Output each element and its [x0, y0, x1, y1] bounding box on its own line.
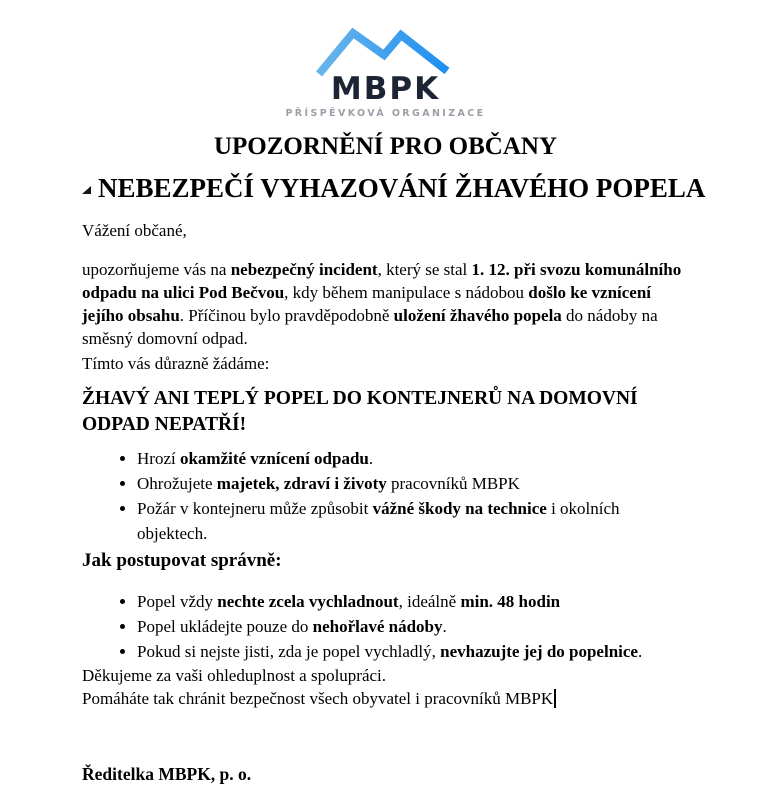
request-lead[interactable]: Tímto vás důrazně žádáme:	[82, 354, 270, 373]
text-segment: došlo ke vznícení jejího obsahu	[82, 283, 652, 325]
logo	[82, 26, 689, 120]
closing-line-1: Děkujeme za vaši ohleduplnost a spolupráci.	[82, 666, 387, 685]
text-segment: Pokud si nejste jisti, zda je popel vychladlý,	[137, 642, 441, 661]
text-segment: nebezpečný incident	[230, 260, 378, 279]
notice-subtitle-text: NEBEZPEČÍ VYHAZOVÁNÍ ŽHAVÉHO POPELA	[98, 173, 706, 203]
text-segment: nehořlavé nádoby	[312, 617, 443, 636]
text-segment: vážné škody na technice	[372, 499, 547, 518]
list-item[interactable]	[137, 446, 689, 471]
salutation[interactable]: Vážení občané,	[82, 221, 187, 240]
text-segment: 1. 12. při svozu komunálního odpadu na ulici Pod Bečvou	[82, 260, 682, 302]
logo-brand-text: MBPK	[330, 71, 441, 107]
intro-paragraph[interactable]	[82, 258, 689, 350]
text-segment: Popel ukládejte pouze do	[137, 617, 313, 636]
text-segment: min. 48 hodin	[460, 592, 561, 611]
text-segment: majetek, zdraví i životy	[216, 474, 387, 493]
text-segment: .	[637, 642, 643, 661]
list-item[interactable]	[137, 589, 689, 614]
howto-bullet-list[interactable]	[82, 589, 689, 664]
text-segment: uložení žhavého popela	[393, 306, 562, 325]
text-segment: , který se stal	[377, 260, 472, 279]
text-segment: pracovníků MBPK	[386, 474, 520, 493]
warning-heading[interactable]: ŽHAVÝ ANI TEPLÝ POPEL DO KONTEJNERŮ NA DOMOVNÍ ODPAD NEPATŘÍ!	[82, 388, 638, 435]
list-item[interactable]	[137, 639, 689, 664]
notice-subtitle[interactable]	[82, 170, 706, 207]
text-segment: . Příčinou bylo pravděpodobně	[179, 306, 394, 325]
list-item[interactable]	[137, 614, 689, 639]
text-segment: okamžité vznícení odpadu	[179, 449, 369, 468]
list-item[interactable]	[137, 496, 689, 546]
text-segment: .	[368, 449, 374, 468]
logo-tagline-text: PŘÍSPĚVKOVÁ ORGANIZACE	[285, 108, 486, 119]
heading-collapse-triangle-icon[interactable]	[82, 186, 91, 194]
text-segment: Ohrožujete	[137, 474, 217, 493]
text-segment: , ideálně	[398, 592, 461, 611]
closing-line-2: Pomáháte tak chránit bezpečnost všech obyvatel i pracovníků MBPK	[82, 689, 554, 708]
text-cursor	[554, 689, 556, 708]
text-segment: nechte zcela vychladnout	[217, 592, 399, 611]
text-segment: Popel vždy	[137, 592, 218, 611]
text-segment: , kdy během manipulace s nádobou	[284, 283, 529, 302]
text-segment: nevhazujte jej do popelnice	[440, 642, 638, 661]
signature-line[interactable]: Ředitelka MBPK, p. o.	[82, 764, 252, 784]
howto-heading[interactable]: Jak postupovat správně:	[82, 550, 282, 571]
text-segment: do nádoby na směsný domovní odpad.	[82, 306, 658, 348]
text-segment: upozorňujeme vás na	[82, 260, 231, 279]
notice-title[interactable]: UPOZORNĚNÍ PRO OBČANY	[213, 133, 558, 160]
text-segment: Hrozí	[137, 449, 180, 468]
text-segment: .	[442, 617, 447, 636]
closing-paragraph[interactable]	[82, 664, 689, 710]
risk-bullet-list[interactable]	[82, 446, 689, 546]
text-segment: Požár v kontejneru může způsobit	[137, 499, 373, 518]
list-item[interactable]	[137, 471, 689, 496]
text-segment: i okolních objektech.	[137, 499, 620, 543]
